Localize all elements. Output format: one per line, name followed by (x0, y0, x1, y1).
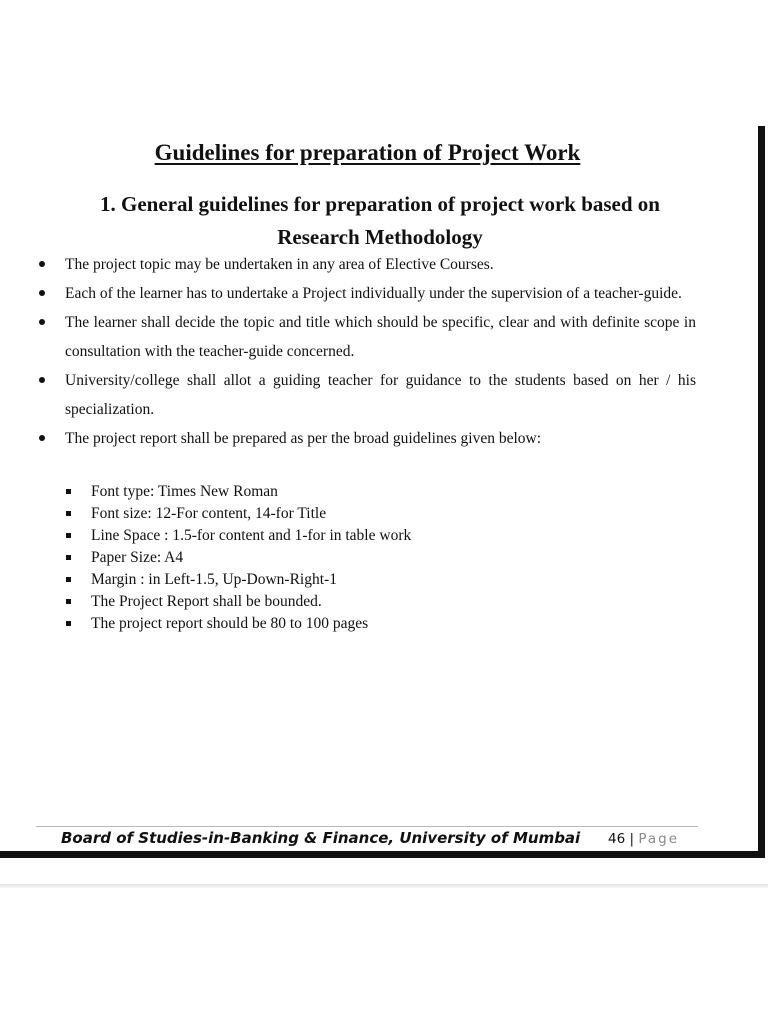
square-bullet-icon (66, 577, 71, 582)
footer-board-text: Board of Studies-in-Banking & Finance, University of Mumbai (61, 829, 581, 847)
bullet-dot-icon (39, 261, 45, 267)
list-item: The project topic may be undertaken in any area of Elective Courses. (36, 250, 696, 279)
list-item: University/college shall allot a guiding teacher for guidance to the students based on her / his specialization. (36, 366, 696, 424)
square-bullet-icon (66, 511, 71, 516)
list-item: Each of the learner has to undertake a Project individually under the supervision of a teacher-guide. (36, 279, 696, 308)
bullet-dot-icon (39, 319, 45, 325)
sub-list-item: Paper Size: A4 (64, 547, 684, 569)
page-number: 46 (608, 831, 626, 847)
page-separator: | (629, 831, 635, 847)
sub-list-item: Line Space : 1.5-for content and 1-for in table work (64, 525, 684, 547)
square-bullet-icon (66, 621, 71, 626)
list-item: The learner shall decide the topic and title which should be specific, clear and with definite scope in consultation with the teacher-guide concerned. (36, 308, 696, 366)
square-bullet-icon (66, 533, 71, 538)
page-shadow (0, 884, 768, 888)
section-heading: 1. General guidelines for preparation of project work based on Research Methodology (100, 192, 660, 249)
bullet-dot-icon (39, 435, 45, 441)
bullet-dot-icon (39, 377, 45, 383)
square-bullet-icon (66, 489, 71, 494)
footer-page-number (608, 831, 679, 847)
sub-list-item: The Project Report shall be bounded. (64, 591, 684, 613)
footer-divider (36, 826, 698, 827)
sub-list-item: Font type: Times New Roman (64, 481, 684, 503)
document-title: Guidelines for preparation of Project Work (154, 140, 581, 165)
guideline-list (36, 250, 696, 453)
square-bullet-icon (66, 599, 71, 604)
sub-list-item: Font size: 12-For content, 14-for Title (64, 503, 684, 525)
list-item: The project report shall be prepared as per the broad guidelines given below: (36, 424, 696, 453)
square-bullet-icon (66, 555, 71, 560)
sub-list-item: Margin : in Left-1.5, Up-Down-Right-1 (64, 569, 684, 591)
format-guideline-list (64, 481, 684, 635)
page-label: Page (638, 831, 680, 847)
bullet-dot-icon (39, 290, 45, 296)
sub-list-item: The project report should be 80 to 100 pages (64, 613, 684, 635)
